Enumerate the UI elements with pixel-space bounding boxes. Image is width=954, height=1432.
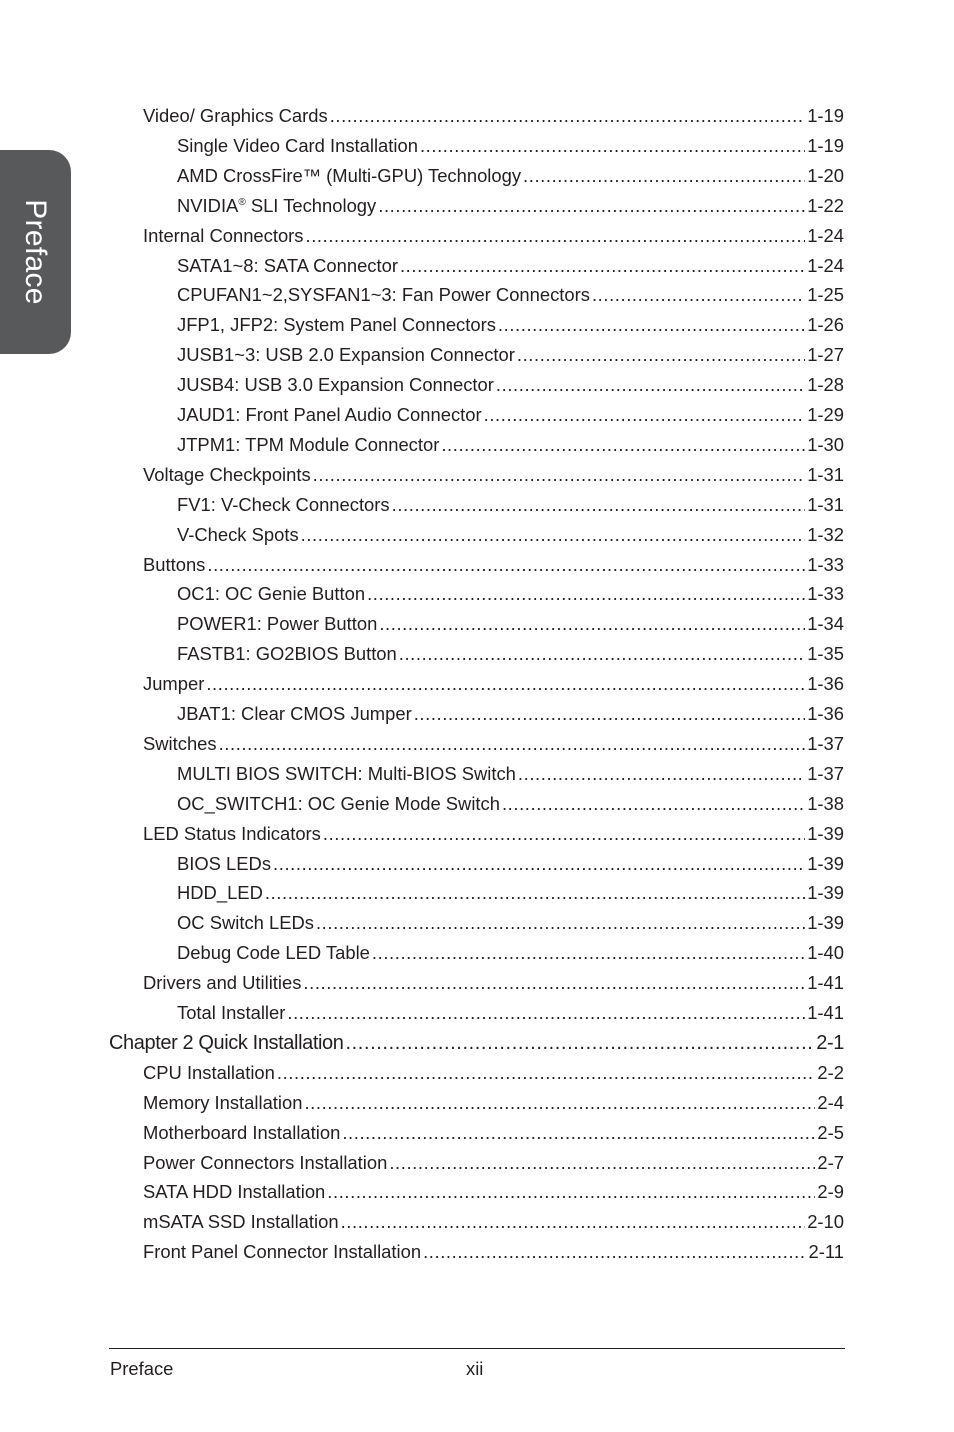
toc-entry-title: NVIDIA® SLI Technology <box>177 195 377 216</box>
toc-entry-page: 1-24 <box>807 255 844 276</box>
toc-entry[interactable] <box>143 1121 844 1145</box>
toc-entry-title: AMD CrossFire™ (Multi-GPU) Technology <box>177 165 522 186</box>
toc-entry[interactable] <box>177 164 844 188</box>
toc-entry[interactable] <box>177 343 844 367</box>
dot-leader <box>498 313 805 337</box>
toc-entry-title: Internal Connectors <box>143 225 304 246</box>
toc-entry-page: 1-26 <box>807 314 844 335</box>
toc-entry[interactable] <box>143 104 844 128</box>
dot-leader <box>379 612 805 636</box>
toc-entry[interactable] <box>143 1180 844 1204</box>
toc-entry-page: 1-39 <box>807 823 844 844</box>
toc-entry[interactable] <box>177 134 844 158</box>
toc-entry-page: 1-30 <box>807 434 844 455</box>
toc-entry-title: Switches <box>143 733 217 754</box>
toc-entry[interactable] <box>177 254 844 278</box>
toc-entry[interactable] <box>177 582 844 606</box>
toc-entry[interactable] <box>143 1240 844 1264</box>
toc-entry-title: JBAT1: Clear CMOS Jumper <box>177 703 412 724</box>
footer-page-number: xii <box>466 1358 484 1379</box>
toc-entry[interactable] <box>177 881 844 905</box>
toc-entry-page: 1-39 <box>807 882 844 903</box>
toc-entry-title: Debug Code LED Table <box>177 942 370 963</box>
toc-entry[interactable] <box>143 463 844 487</box>
toc-entry-page: 1-38 <box>807 793 844 814</box>
toc-entry-page: 1-41 <box>807 972 844 993</box>
dot-leader <box>301 523 806 547</box>
dot-leader <box>277 1061 816 1085</box>
toc-entry-page: 1-33 <box>807 554 844 575</box>
toc-entry-title: OC Switch LEDs <box>177 912 314 933</box>
dot-leader <box>518 762 805 786</box>
toc-entry-title: SATA HDD Installation <box>143 1181 326 1202</box>
dot-leader <box>207 553 805 577</box>
toc-entry-title: V-Check Spots <box>177 524 299 545</box>
toc-entry-title: Chapter 2 Quick Installation <box>109 1032 344 1054</box>
toc-entry-title: JFP1, JFP2: System Panel Connectors <box>177 314 496 335</box>
registered-mark: ® <box>238 196 246 208</box>
dot-leader <box>496 373 805 397</box>
toc-entry-title: Total Installer <box>177 1002 286 1023</box>
toc-entry-title: Drivers and Utilities <box>143 972 302 993</box>
toc-entry-page: 2-5 <box>817 1122 844 1143</box>
toc-entry-title: SATA1~8: SATA Connector <box>177 255 398 276</box>
toc-entry[interactable] <box>177 283 844 307</box>
toc-entry-title: POWER1: Power Button <box>177 613 378 634</box>
dot-leader <box>313 463 806 487</box>
dot-leader <box>502 792 805 816</box>
toc-entry-title: LED Status Indicators <box>143 823 321 844</box>
toc-entry[interactable] <box>177 194 844 218</box>
dot-leader <box>367 582 805 606</box>
dot-leader <box>414 702 805 726</box>
toc-entry-page: 2-10 <box>807 1211 844 1232</box>
chapter-heading-entry[interactable] <box>109 1031 844 1055</box>
dot-leader <box>345 1031 814 1055</box>
dot-leader <box>592 283 805 307</box>
dot-leader <box>484 403 806 427</box>
toc-entry[interactable] <box>143 971 844 995</box>
dot-leader <box>392 493 806 517</box>
toc-entry[interactable] <box>177 911 844 935</box>
toc-entry-page: 1-29 <box>807 404 844 425</box>
toc-entry-page: 2-7 <box>817 1152 844 1173</box>
toc-entry-page: 1-41 <box>807 1002 844 1023</box>
toc-entry[interactable] <box>143 1151 844 1175</box>
toc-entry[interactable] <box>177 762 844 786</box>
dot-leader <box>420 134 805 158</box>
toc-entry-title: MULTI BIOS SWITCH: Multi-BIOS Switch <box>177 763 516 784</box>
toc-entry-page: 2-2 <box>817 1062 844 1083</box>
toc-entry-page: 1-22 <box>807 195 844 216</box>
dot-leader <box>287 1001 805 1025</box>
toc-entry-page: 1-35 <box>807 643 844 664</box>
dot-leader <box>316 911 805 935</box>
toc-entry-page: 1-37 <box>807 763 844 784</box>
toc-entry-title: Voltage Checkpoints <box>143 464 311 485</box>
toc-entry-title: JTPM1: TPM Module Connector <box>177 434 440 455</box>
toc-entry-title: Jumper <box>143 673 205 694</box>
dot-leader <box>378 194 805 218</box>
dot-leader <box>323 822 805 846</box>
toc-entry-page: 1-39 <box>807 912 844 933</box>
toc-entry-title: FASTB1: GO2BIOS Button <box>177 643 397 664</box>
dot-leader <box>265 881 805 905</box>
toc-entry[interactable] <box>177 941 844 965</box>
toc-entry-title: JAUD1: Front Panel Audio Connector <box>177 404 482 425</box>
toc-entry-page: 1-19 <box>807 135 844 156</box>
toc-entry[interactable] <box>177 373 844 397</box>
dot-leader <box>273 852 805 876</box>
dot-leader <box>342 1121 815 1145</box>
dot-leader <box>341 1210 806 1234</box>
toc-entry-page: 1-36 <box>807 673 844 694</box>
toc-entry-page: 1-34 <box>807 613 844 634</box>
toc-entry[interactable] <box>143 732 844 756</box>
toc-entry-title: Power Connectors Installation <box>143 1152 388 1173</box>
toc-entry-title: CPUFAN1~2,SYSFAN1~3: Fan Power Connectors <box>177 284 590 305</box>
toc-entry-title: Buttons <box>143 554 206 575</box>
toc-entry-page: 1-40 <box>807 942 844 963</box>
dot-leader <box>523 164 805 188</box>
toc-entry-page: 1-31 <box>807 494 844 515</box>
toc-entry-page: 1-28 <box>807 374 844 395</box>
toc-entry-title: OC1: OC Genie Button <box>177 583 366 604</box>
toc-entry[interactable] <box>177 1001 844 1025</box>
toc-entry[interactable] <box>177 403 844 427</box>
toc-entry-page: 1-36 <box>807 703 844 724</box>
dot-leader <box>399 642 805 666</box>
toc-entry-page: 1-32 <box>807 524 844 545</box>
toc-entry[interactable] <box>177 313 844 337</box>
footer-divider <box>109 1348 845 1349</box>
toc-entry-title: BIOS LEDs <box>177 853 272 874</box>
side-tab-label: Preface <box>19 199 52 305</box>
dot-leader <box>423 1240 806 1264</box>
toc-entry-title: OC_SWITCH1: OC Genie Mode Switch <box>177 793 500 814</box>
toc-entry-page: 1-20 <box>807 165 844 186</box>
dot-leader <box>400 254 805 278</box>
toc-entry-page: 1-24 <box>807 225 844 246</box>
toc-entry-page: 1-39 <box>807 853 844 874</box>
toc-entry-title: Motherboard Installation <box>143 1122 341 1143</box>
toc-entry-title: Video/ Graphics Cards <box>143 105 328 126</box>
dot-leader <box>330 104 806 128</box>
dot-leader <box>441 433 805 457</box>
dot-leader <box>306 224 806 248</box>
toc-entry-title: Front Panel Connector Installation <box>143 1241 422 1262</box>
footer-section-name: Preface <box>110 1358 174 1379</box>
dot-leader <box>327 1180 815 1204</box>
dot-leader <box>372 941 805 965</box>
toc-entry[interactable] <box>143 1061 844 1085</box>
toc-entry-title: Single Video Card Installation <box>177 135 418 156</box>
dot-leader <box>219 732 806 756</box>
toc-entry[interactable] <box>177 612 844 636</box>
toc-entry[interactable] <box>177 493 844 517</box>
toc-entry-page: 2-4 <box>817 1092 844 1113</box>
dot-leader <box>389 1151 815 1175</box>
toc-entry[interactable] <box>143 1210 844 1234</box>
toc-entry-title: FV1: V-Check Connectors <box>177 494 390 515</box>
toc-entry[interactable] <box>177 792 844 816</box>
toc-entry[interactable] <box>143 822 844 846</box>
dot-leader <box>206 672 805 696</box>
toc-entry-title: HDD_LED <box>177 882 263 903</box>
dot-leader <box>304 1091 815 1115</box>
dot-leader <box>303 971 805 995</box>
toc-entry[interactable] <box>177 702 844 726</box>
toc-entry-page: 1-19 <box>807 105 844 126</box>
toc-entry[interactable] <box>143 1091 844 1115</box>
toc-entry-title: Memory Installation <box>143 1092 303 1113</box>
toc-entry-page: 2-9 <box>817 1181 844 1202</box>
toc-entry[interactable] <box>177 642 844 666</box>
toc-entry-page: 2-1 <box>816 1032 844 1054</box>
dot-leader <box>517 343 805 367</box>
toc-entry[interactable] <box>143 672 844 696</box>
toc-entry-page: 1-27 <box>807 344 844 365</box>
toc-entry-page: 1-33 <box>807 583 844 604</box>
toc-entry-title: CPU Installation <box>143 1062 275 1083</box>
toc-entry[interactable] <box>143 553 844 577</box>
toc-entry[interactable] <box>177 433 844 457</box>
toc-entry[interactable] <box>143 224 844 248</box>
toc-entry-page: 1-25 <box>807 284 844 305</box>
toc-entry-page: 1-31 <box>807 464 844 485</box>
toc-entry-page: 2-11 <box>808 1241 844 1262</box>
toc-entry-title: JUSB1~3: USB 2.0 Expansion Connector <box>177 344 515 365</box>
toc-entry-title: mSATA SSD Installation <box>143 1211 339 1232</box>
toc-entry[interactable] <box>177 523 844 547</box>
toc-entry-title: JUSB4: USB 3.0 Expansion Connector <box>177 374 494 395</box>
toc-entry[interactable] <box>177 852 844 876</box>
toc-entry-page: 1-37 <box>807 733 844 754</box>
